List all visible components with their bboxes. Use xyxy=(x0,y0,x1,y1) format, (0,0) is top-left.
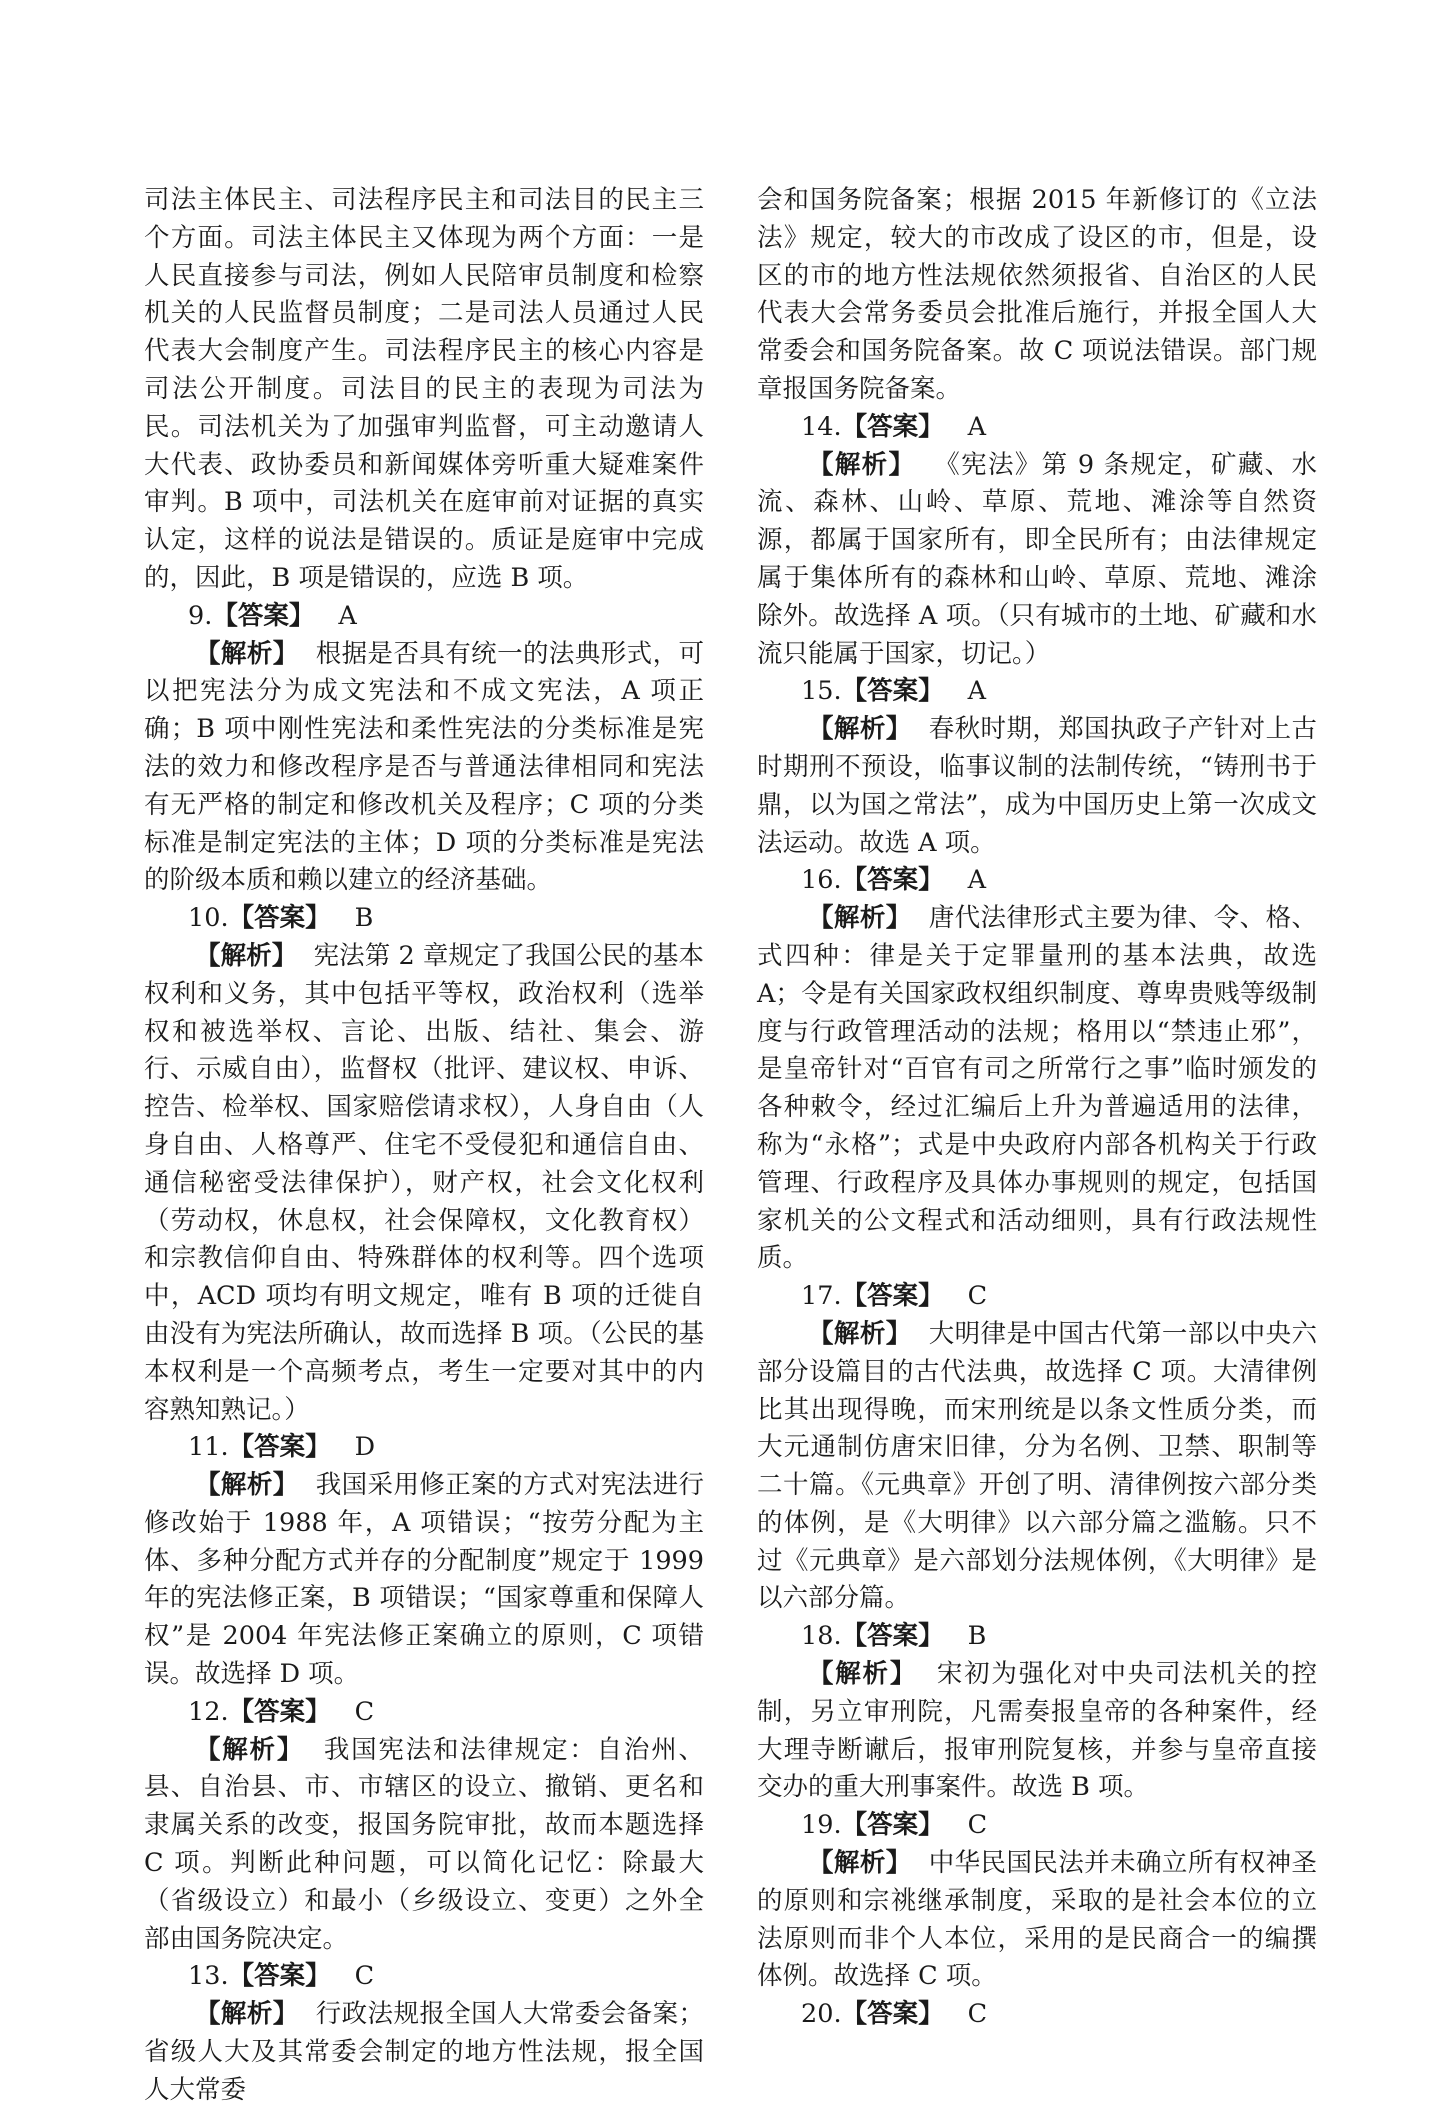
answer-line-19: 19.【答案】 C xyxy=(801,1810,988,1841)
answer-value: C xyxy=(967,1810,988,1841)
continued-paragraph: 司法主体民主、司法程序民主和司法目的民主三个方面。司法主体民主又体现为两个方面：一是人民直接参与司法，例如人民陪审员制度和检察机关的人民监督员制度；二是司法人员通过人民代表大会制度产生。司法程序民主的核心内容是司法公开制度。司法目的民主的表现为司法为民。司法机关为了加强审判监督，可主动邀请人大代表、政协委员和新闻媒体旁听重大疑难案件审判。B 项中，司法机关在庭审前对证据的真实认定，这样的说法是错误的。质证是庭审中完成的，因此，B 项是错误的，应选 B 项。 xyxy=(144,185,704,593)
answer-value: A xyxy=(967,865,986,896)
answer-tag: 【答案】 xyxy=(841,1281,944,1312)
analysis-tag: 【解析】 xyxy=(195,1734,305,1765)
answer-tag: 【答案】 xyxy=(841,1621,944,1652)
answer-line-13: 13.【答案】 C xyxy=(188,1961,375,1992)
analysis-tag: 【解析】 xyxy=(195,1999,299,2030)
answer-tag: 【答案】 xyxy=(228,903,331,934)
answer-tag: 【答案】 xyxy=(841,676,944,707)
analysis-tag: 【解析】 xyxy=(808,1848,912,1879)
answer-value: C xyxy=(354,1961,375,1992)
analysis-13: 【解析】 行政法规报全国人大常委会备案；省级人大及其常委会制定的地方性法规，报全国人大常委 xyxy=(144,1999,704,2105)
analysis-9: 【解析】 根据是否具有统一的法典形式，可以把宪法分为成文宪法和不成文宪法，A 项正确；B 项中刚性宪法和柔性宪法的分类标准是宪法的效力和修改程序是否与普通法律相同和宪法有无严格的制定和修改机关及程序；C 项的分类标准是制定宪法的主体；D 项的分类标准是宪法的阶级本质和赖以建立的经济基础。 xyxy=(144,638,704,896)
answer-tag: 【答案】 xyxy=(841,1999,944,2030)
answer-value: C xyxy=(354,1696,375,1727)
answer-value: C xyxy=(967,1281,988,1312)
analysis-tag: 【解析】 xyxy=(808,1318,912,1349)
answer-line-10: 10.【答案】 B xyxy=(188,903,374,934)
answer-value: A xyxy=(967,676,986,707)
answer-tag: 【答案】 xyxy=(228,1432,331,1463)
answer-tag: 【答案】 xyxy=(228,1961,331,1992)
answer-value: A xyxy=(967,411,986,442)
right-column xyxy=(757,182,1317,2034)
analysis-19: 【解析】 中华民国民法并未确立所有权神圣的原则和宗祧继承制度，采取的是社会本位的立法原则而非个人本位，采用的是民商合一的编撰体例。故选择 C 项。 xyxy=(757,1848,1317,1992)
left-column xyxy=(144,182,704,2110)
answer-line-9: 9.【答案】 A xyxy=(188,600,357,631)
answer-line-17: 17.【答案】 C xyxy=(801,1281,988,1312)
analysis-16: 【解析】 唐代法律形式主要为律、令、格、式四种：律是关于定罪量刑的基本法典，故选 A；令是有关国家政权组织制度、尊卑贵贱等级制度与行政管理活动的法规；格用以“禁违止邪”，是皇帝针对“百官有司之所常行之事”临时颁发的各种敕令，经过汇编后上升为普遍适用的法律，称为“永格”；式是中央政府内部各机构关于行政管理、行政程序及具体办事规则的规定，包括国家机关的公文程式和活动细则，具有行政法规性质。 xyxy=(757,903,1317,1274)
analysis-tag: 【解析】 xyxy=(808,1659,918,1690)
answer-value: C xyxy=(967,1999,988,2030)
answer-line-12: 12.【答案】 C xyxy=(188,1696,375,1727)
answer-value: D xyxy=(354,1432,376,1463)
analysis-tag: 【解析】 xyxy=(808,903,912,934)
answer-value: B xyxy=(967,1621,987,1652)
analysis-17: 【解析】 大明律是中国古代第一部以中央六部分设篇目的古代法典，故选择 C 项。大清律例比其出现得晚，而宋刑统是以条文性质分类，而大元通制仿唐宋旧律，分为名例、卫禁、职制等二十篇。《元典章》开创了明、清律例按六部分类的体例，是《大明律》以六部分篇之滥觞。只不过《元典章》是六部划分法规体例，《大明律》是以六部分篇。 xyxy=(757,1318,1317,1614)
answer-line-18: 18.【答案】 B xyxy=(801,1621,987,1652)
analysis-tag: 【解析】 xyxy=(195,940,298,971)
analysis-11: 【解析】 我国采用修正案的方式对宪法进行修改始于 1988 年，A 项错误；“按劳分配为主体、多种分配方式并存的分配制度”规定于 1999 年的宪法修正案，B 项错误；“国家尊重和保障人权”是 2004 年宪法修正案确立的原则，C 项错误。故选择 D 项。 xyxy=(144,1470,704,1690)
answer-value: B xyxy=(354,903,374,934)
analysis-15: 【解析】 春秋时期，郑国执政子产针对上古时期刑不预设，临事议制的法制传统，“铸刑书于鼎，以为国之常法”，成为中国历史上第一次成文法运动。故选 A 项。 xyxy=(757,714,1317,858)
answer-line-20: 20.【答案】 C xyxy=(801,1999,988,2030)
analysis-18: 【解析】 宋初为强化对中央司法机关的控制，另立审刑院，凡需奏报皇帝的各种案件，经大理寺断谳后，报审刑院复核，并参与皇帝直接交办的重大刑事案件。故选 B 项。 xyxy=(757,1659,1317,1803)
answer-line-16: 16.【答案】 A xyxy=(801,865,986,896)
analysis-tag: 【解析】 xyxy=(808,714,912,745)
continued-paragraph: 会和国务院备案；根据 2015 年新修订的《立法法》规定，较大的市改成了设区的市，但是，设区的市的地方性法规依然须报省、自治区的人民代表大会常务委员会批准后施行，并报全国人大常委会和国务院备案。故 C 项说法错误。部门规章报国务院备案。 xyxy=(757,185,1317,404)
answer-line-15: 15.【答案】 A xyxy=(801,676,986,707)
answer-line-14: 14.【答案】 A xyxy=(801,411,986,442)
answer-line-11: 11.【答案】 D xyxy=(188,1432,376,1463)
answer-value: A xyxy=(338,600,357,631)
answer-tag: 【答案】 xyxy=(841,1810,944,1841)
analysis-tag: 【解析】 xyxy=(195,1470,299,1501)
analysis-10: 【解析】 宪法第 2 章规定了我国公民的基本权利和义务，其中包括平等权，政治权利（选举权和被选举权、言论、出版、结社、集会、游行、示威自由），监督权（批评、建议权、申诉、控告、检举权、国家赔偿请求权），人身自由（人身自由、人格尊严、住宅不受侵犯和通信自由、通信秘密受法律保护），财产权，社会文化权利（劳动权，休息权，社会保障权，文化教育权）和宗教信仰自由、特殊群体的权利等。四个选项中，ACD 项均有明文规定，唯有 B 项的迁徙自由没有为宪法所确认，故而选择 B 项。（公民的基本权利是一个高频考点，考生一定要对其中的内容熟知熟记。） xyxy=(144,940,704,1425)
analysis-tag: 【解析】 xyxy=(195,638,299,669)
answer-tag: 【答案】 xyxy=(841,865,944,896)
answer-tag: 【答案】 xyxy=(212,600,315,631)
answer-tag: 【答案】 xyxy=(841,411,944,442)
analysis-14: 【解析】 《宪法》第 9 条规定，矿藏、水流、森林、山岭、草原、荒地、滩涂等自然资源，都属于国家所有，即全民所有；由法律规定属于集体所有的森林和山岭、草原、荒地、滩涂除外。故选择 A 项。（只有城市的土地、矿藏和水流只能属于国家，切记。） xyxy=(757,449,1317,669)
analysis-tag: 【解析】 xyxy=(808,449,916,480)
answer-tag: 【答案】 xyxy=(228,1696,331,1727)
analysis-12: 【解析】 我国宪法和法律规定：自治州、县、自治县、市、市辖区的设立、撤销、更名和隶属关系的改变，报国务院审批，故而本题选择 C 项。判断此种问题，可以简化记忆：除最大（省级设立）和最小（乡级设立、变更）之外全部由国务院决定。 xyxy=(144,1734,704,1954)
